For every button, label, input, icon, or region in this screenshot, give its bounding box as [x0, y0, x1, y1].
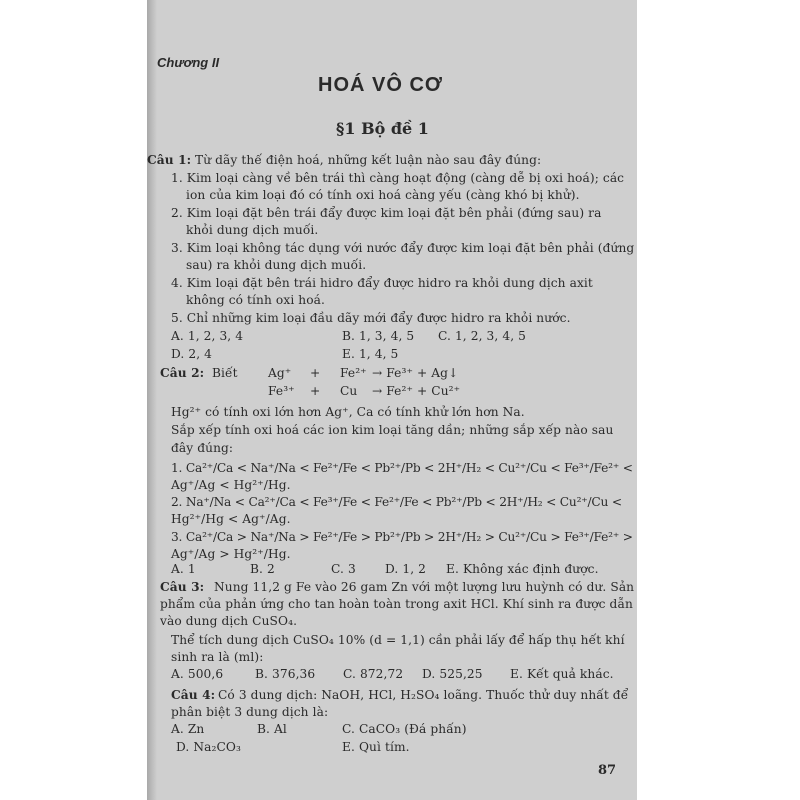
q3-line-2: phẩm của phản ứng cho tan hoàn toàn trong axit HCl. Khí sinh ra được dẫn	[160, 597, 633, 611]
q3-label: Câu 3:	[160, 580, 205, 594]
q2-hg-statement: Hg²⁺ có tính oxi lớn hơn Ag⁺, Ca có tính khử lớn hơn Na.	[171, 405, 525, 419]
q1-label: Câu 1:	[147, 153, 192, 167]
q2-reaction1-products: → Fe³⁺ + Ag↓	[372, 366, 459, 380]
q1-statement-4b: không có tính oxi hoá.	[186, 293, 326, 307]
q1-statement-3a: 3. Kim loại không tác dụng với nước đẩy được kim loại đặt bên phải (đứng	[171, 241, 635, 255]
q2-option-c: C. 3	[331, 562, 356, 576]
q1-option-d: D. 2, 4	[171, 347, 213, 361]
q1-statement-1a: 1. Kim loại càng về bên trái thì càng hoạt động (càng dễ bị oxi hoá); các	[171, 171, 625, 185]
q2-reaction2-plus: +	[310, 384, 321, 398]
q3-line-5: sinh ra là (ml):	[171, 650, 264, 664]
q2-order-1b: Ag⁺/Ag < Hg²⁺/Hg.	[171, 478, 291, 492]
q3-line-4: Thể tích dung dịch CuSO₄ 10% (d = 1,1) cần phải lấy để hấp thụ hết khí	[171, 633, 625, 647]
q1-option-b: B. 1, 3, 4, 5	[342, 329, 415, 343]
q2-option-a: A. 1	[171, 562, 196, 576]
q1-statement-3b: sau) ra khỏi dung dịch muối.	[186, 258, 367, 272]
q2-reaction2-reactant1: Fe³⁺	[268, 384, 295, 398]
q2-option-e: E. Không xác định được.	[446, 562, 599, 576]
q3-option-b: B. 376,36	[255, 667, 316, 681]
q3-option-a: A. 500,6	[171, 667, 224, 681]
q2-reaction1-reactant1: Ag⁺	[268, 366, 292, 380]
q4-option-d: D. Na₂CO₃	[176, 740, 242, 754]
q3-option-c: C. 872,72	[343, 667, 404, 681]
q1-statement-5: 5. Chỉ những kim loại đầu dãy mới đẩy được hidro ra khỏi nước.	[171, 311, 571, 325]
page-gutter-shadow	[147, 0, 157, 800]
q4-option-c: C. CaCO₃ (Đá phấn)	[342, 722, 467, 736]
q4-option-b: B. Al	[257, 722, 287, 736]
q4-line-2: phân biệt 3 dung dịch là:	[171, 705, 329, 719]
q1-statement-4a: 4. Kim loại đặt bên trái hidro đẩy được hidro ra khỏi dung dịch axit	[171, 276, 593, 290]
page-number: 87	[598, 763, 617, 778]
q3-line-3: vào dung dịch CuSO₄.	[160, 614, 298, 628]
q2-given-word: Biết	[212, 366, 238, 380]
q2-question-2: đây đúng:	[171, 441, 234, 455]
q2-order-3b: Ag⁺/Ag > Hg²⁺/Hg.	[171, 547, 291, 561]
q4-label: Câu 4:	[171, 688, 216, 702]
q2-reaction2-reactant2: Cu	[340, 384, 358, 398]
q2-reaction2-products: → Fe²⁺ + Cu²⁺	[372, 384, 461, 398]
q2-order-3a: 3. Ca²⁺/Ca > Na⁺/Na > Fe²⁺/Fe > Pb²⁺/Pb > 2H⁺/H₂ > Cu²⁺/Cu > Fe³⁺/Fe²⁺ >	[171, 530, 633, 544]
q1-stem: Từ dãy thế điện hoá, những kết luận nào sau đây đúng:	[195, 153, 542, 167]
q3-option-d: D. 525,25	[422, 667, 483, 681]
q1-option-e: E. 1, 4, 5	[342, 347, 399, 361]
q4-option-a: A. Zn	[171, 722, 205, 736]
chapter-title: HOÁ VÔ CƠ	[318, 74, 443, 96]
q2-option-d: D. 1, 2	[385, 562, 427, 576]
q1-statement-2a: 2. Kim loại đặt bên trái đẩy được kim loại đặt bên phải (đứng sau) ra	[171, 206, 602, 220]
q3-line-1: Nung 11,2 g Fe vào 26 gam Zn với một lượng lưu huỳnh có dư. Sản	[214, 580, 635, 594]
q1-option-c: C. 1, 2, 3, 4, 5	[438, 329, 527, 343]
q3-option-e: E. Kết quả khác.	[510, 667, 614, 681]
q2-order-2a: 2. Na⁺/Na < Ca²⁺/Ca < Fe³⁺/Fe < Fe²⁺/Fe < Pb²⁺/Pb < 2H⁺/H₂ < Cu²⁺/Cu <	[171, 495, 622, 509]
q4-option-e: E. Quì tím.	[342, 740, 410, 754]
q1-statement-2b: khỏi dung dịch muối.	[186, 223, 319, 237]
chapter-label: Chương II	[157, 55, 220, 70]
q2-order-2b: Hg²⁺/Hg < Ag⁺/Ag.	[171, 512, 291, 526]
q2-option-b: B. 2	[250, 562, 275, 576]
q2-question-1: Sắp xếp tính oxi hoá các ion kim loại tăng dần; những sắp xếp nào sau	[171, 423, 614, 437]
section-title: §1 Bộ đề 1	[336, 119, 429, 138]
q2-label: Câu 2:	[160, 366, 205, 380]
q1-statement-1b: ion của kim loại đó có tính oxi hoá càng yếu (càng khó bị khử).	[186, 188, 580, 202]
q4-line-1: Có 3 dung dịch: NaOH, HCl, H₂SO₄ loãng. Thuốc thử duy nhất để	[218, 688, 629, 702]
q2-order-1a: 1. Ca²⁺/Ca < Na⁺/Na < Fe²⁺/Fe < Pb²⁺/Pb < 2H⁺/H₂ < Cu²⁺/Cu < Fe³⁺/Fe²⁺ <	[171, 461, 633, 475]
q2-reaction1-reactant2: Fe²⁺	[340, 366, 367, 380]
q1-option-a: A. 1, 2, 3, 4	[171, 329, 244, 343]
q2-reaction1-plus: +	[310, 366, 321, 380]
